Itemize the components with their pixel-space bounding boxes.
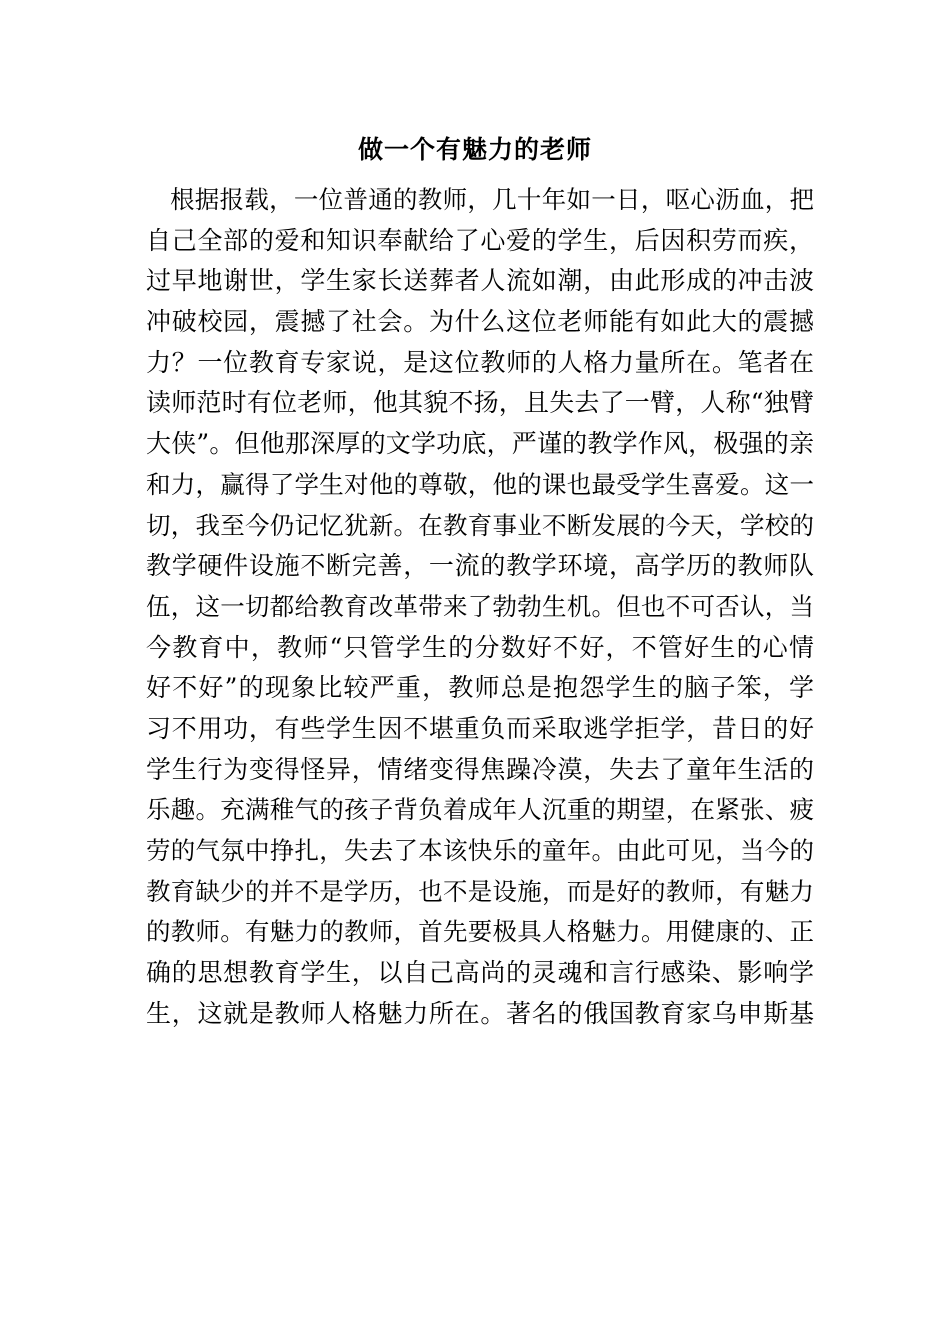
body-line: 教学硬件设施不断完善，一流的教学环境，高学历的教师队 <box>146 551 814 581</box>
body-line: 的教师。有魅力的教师，首先要极具人格魅力。用健康的、正 <box>146 917 814 947</box>
body-line: 自己全部的爱和知识奉献给了心爱的学生，后因积劳而疾， <box>146 225 814 255</box>
body-line: 今教育中，教师“只管学生的分数好不好，不管好生的心情 <box>146 632 814 662</box>
body-line: 习不用功，有些学生因不堪重负而采取逃学拒学，昔日的好 <box>146 713 814 743</box>
body-line: 伍，这一切都给教育改革带来了勃勃生机。但也不可否认，当 <box>146 591 814 621</box>
body-line: 力？一位教育专家说，是这位教师的人格力量所在。笔者在 <box>146 347 814 377</box>
body-line: 大侠”。但他那深厚的文学功底，严谨的教学作风，极强的亲 <box>146 429 814 459</box>
body-line: 学生行为变得怪异，情绪变得焦躁冷漠，失去了童年生活的 <box>146 754 814 784</box>
body-line: 和力，赢得了学生对他的尊敬，他的课也最受学生喜爱。这一 <box>146 469 814 499</box>
body-line: 劳的气氛中挣扎，失去了本该快乐的童年。由此可见，当今的 <box>146 836 814 865</box>
body-line: 过早地谢世，学生家长送葬者人流如潮，由此形成的冲击波 <box>146 266 814 296</box>
body-line: 乐趣。充满稚气的孩子背负着成年人沉重的期望，在紧张、疲 <box>146 795 814 825</box>
document-body <box>146 180 814 1034</box>
body-line: 读师范时有位老师，他其貌不扬，且失去了一臂，人称“独臂 <box>146 388 814 418</box>
body-line: 冲破校园，震撼了社会。为什么这位老师能有如此大的震撼 <box>146 307 814 337</box>
document-title: 做一个有魅力的老师 <box>357 135 592 164</box>
body-line: 根据报载，一位普通的教师，几十年如一日，呕心沥血，把 <box>170 185 814 214</box>
body-line: 好不好”的现象比较严重，教师总是抱怨学生的脑子笨，学 <box>146 673 814 703</box>
body-line: 确的思想教育学生，以自己高尚的灵魂和言行感染、影响学 <box>146 958 814 988</box>
body-line: 生，这就是教师人格魅力所在。著名的俄国教育家乌申斯基 <box>146 998 814 1028</box>
body-line: 切，我至今仍记忆犹新。在教育事业不断发展的今天，学校的 <box>146 510 814 540</box>
body-line: 教育缺少的并不是学历，也不是设施，而是好的教师，有魅力 <box>146 876 814 906</box>
